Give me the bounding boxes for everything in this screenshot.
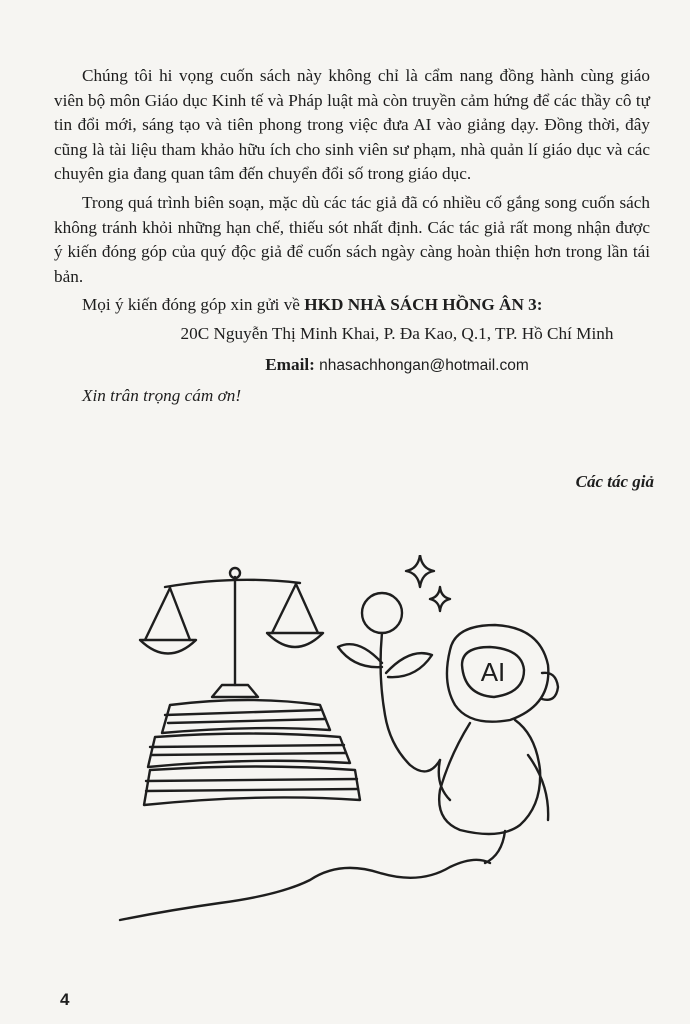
sparkle-icon [406, 555, 450, 611]
books-stack-icon [144, 700, 360, 805]
page-number: 4 [60, 990, 70, 1009]
paragraph-2: Trong quá trình biên soạn, mặc dù các tác giả đã có nhiều cố gắng song cuốn sách không tránh khỏi những hạn chế, thiếu sót nhất định. Các tác giả rất mong nhận được ý kiến đóng góp của quý độc giả để cuốn sách ngày càng hoàn thiện hơn trong lần tái bản. [54, 192, 650, 286]
paragraph-1: Chúng tôi hi vọng cuốn sách này không chỉ là cẩm nang đồng hành cùng giáo viên bộ môn Giáo dục Kinh tế và Pháp luật mà còn truyền cảm hứng để các thầy cô tự tin đổi mới, sáng tạo và tiên phong trong việc đưa AI vào giảng dạy. Đồng thời, đây cũng là tài liệu tham khảo hữu ích cho sinh viên sư phạm, nhà quản lí giáo dục và các chuyên gia đang quan tâm đến chuyển đổi số trong giáo dục. [54, 66, 650, 184]
contact-email-line [54, 353, 650, 379]
thanks-line: Xin trân trọng cám ơn! [82, 386, 242, 406]
scale-of-justice-icon [140, 568, 323, 697]
email-label: Email: [265, 354, 315, 374]
contact-address: 20C Nguyễn Thị Minh Khai, P. Đa Kao, Q.1, TP. Hồ Chí Minh [180, 323, 614, 343]
body-text [54, 64, 650, 409]
contact-intro [54, 293, 650, 318]
contact-intro-text: Mọi ý kiến đóng góp xin gửi về [82, 295, 300, 315]
robot-visor-text: AI [480, 657, 506, 687]
contact-company: HKD NHÀ SÁCH HỒNG ÂN 3: [304, 295, 543, 315]
illustration-law-books-ai-robot [110, 555, 580, 935]
ground-wave-line [120, 860, 490, 920]
signature: Các tác giả [575, 472, 654, 491]
email-value: nhasachhongan@hotmail.com [319, 356, 529, 374]
flower-icon [338, 593, 440, 771]
